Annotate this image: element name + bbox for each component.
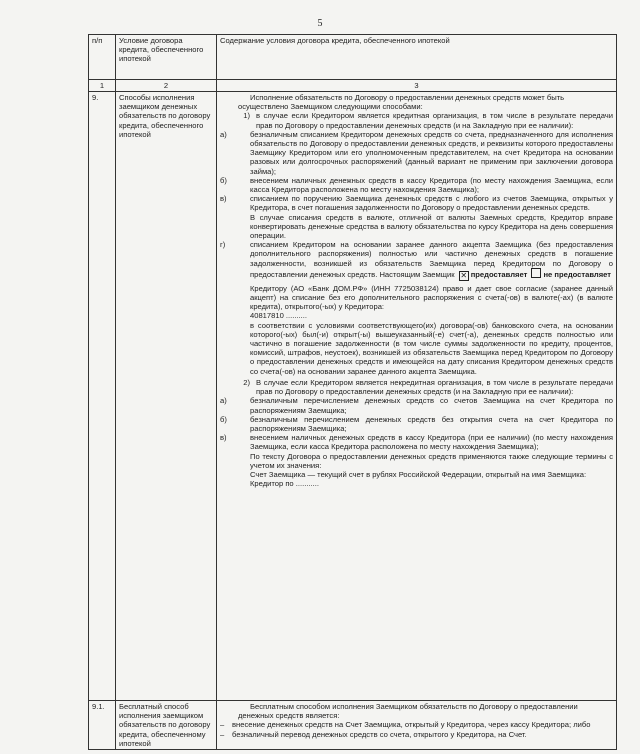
index-2: 2 (116, 80, 217, 92)
list-item (220, 730, 613, 739)
case-2-item-b-text: безналичным перечислением денежных средств без открытия счета на счет Кредитора по распоряжениям Заемщика; (250, 414, 613, 433)
case-2-item-v-marker: в) (220, 433, 227, 443)
index-1: 1 (89, 80, 116, 92)
contract-table (88, 34, 617, 750)
dash-marker: – (220, 720, 225, 730)
case-2-item-a-marker: а) (220, 396, 227, 406)
row-9-1-content (217, 701, 617, 750)
case-2-item-a-text: безналичным перечислением денежных средств со счетов Заемщика на счет Кредитора по распоряжениям Заемщика; (250, 396, 613, 415)
case-1-item-a-marker: а) (220, 129, 227, 139)
item-g-body: списанием Кредитором на основании заранее данного акцепта Заемщика (без предоставления дополнительного распоряжения) полностью или частично денежных средств в погашение задолженности, возникшей из обязательств Заемщика перед Кредитором по Договору о предоставлении денежных средств. (250, 240, 613, 279)
case-1-item-g-text (240, 240, 613, 281)
row-9-number: 9. (89, 92, 116, 701)
option-not-provides: не предоставляет (543, 269, 612, 279)
case-1-item-v-marker: в) (220, 194, 227, 204)
row-9-1-condition: Бесплатный способ исполнения заемщиком обязательств по договору кредита, обеспеченному ипотекой (116, 701, 217, 750)
option-provides: предоставляет (470, 269, 528, 279)
index-row (89, 80, 617, 92)
row-9-1-item-1: внесение денежных средств на Счет Заемщика, открытый у Кредитора, через кассу Кредитора; либо (232, 720, 591, 730)
row-9 (89, 92, 617, 701)
terms-line-2: Кредитор по ........... (250, 479, 319, 489)
case-1-marker: 1) (243, 111, 250, 121)
case-2-item-b-marker: б) (220, 414, 227, 424)
borrower-label: Настоящим Заемщик (379, 269, 455, 279)
header-row (89, 35, 617, 80)
row-9-condition: Способы исполнения заемщиком денежных обязательств по договору кредита, обеспеченного ипотекой (116, 92, 217, 701)
case-2-text: В случае если Кредитором является некредитная организация, в том числе в результате передачи прав по Договору о предоставлении денежных средств (и на Закладную при ее наличии): (256, 377, 613, 397)
header-condition: Условие договора кредита, обеспеченного ипотекой (116, 35, 217, 80)
row-9-content (217, 92, 617, 701)
case-1-item-v-text: списанием по поручению Заемщика денежных средств с любого из счетов Заемщика, открытых у Кредитора, в счет погашения задолженности по Договору о предоставлении денежных средств. (250, 194, 613, 213)
case-1-text: в случае если Кредитором является кредитная организация, в том числе в результате передачи прав по Договору о предоставлении денежных средств (и на Закладную при ее наличии): (256, 111, 613, 130)
row-9-intro: Исполнение обязательств по Договору о предоставлении денежных средств может быть осуществлено Заемщиком следующими способами: (238, 93, 565, 112)
case-1-item-b-text: внесением наличных денежных средств в кассу Кредитора (по месту нахождения Заемщика, если касса Кредитора расположена по месту нахождения Заемщика); (250, 175, 613, 195)
list-item (220, 720, 613, 729)
header-number: п/п (89, 35, 116, 80)
row-9-1-item-2: безналичный перевод денежных средств со счета, открытого у Кредитора, на Счет. (232, 729, 527, 739)
account-number-line: 40817810 .......... (250, 311, 307, 321)
terms-line: Счет Заемщика — текущий счет в рублях Российской Федерации, открытый на имя Заемщика: (250, 469, 587, 479)
checkbox-not-provides[interactable] (531, 268, 541, 278)
case-2-item-v-text: внесением наличных денежных средств в кассу Кредитора (при ее наличии) (по месту нахождения Заемщика, если касса Кредитора расположена по месту нахождения Заемщика); (250, 433, 613, 452)
account-terms-text: в соответствии с условиями соответствующего(их) договора(-ов) банковского счета, на основании которого(-ых) был(-и) открыт(-ы) вышеуказанный(-е) счет(-а), денежных средств полностью или частично в погашение задолженности (в том числе суммы задолженности по кредиту, процентов, комиссий, штрафов, неустоек), возникшей из обязательств Заемщика перед Кредитором по Договору о предоставлении денежных средств и имеющейся на дату списания Кредитором денежных средств со счета(-ов) на основании заранее данного акцепта Заемщика. (250, 320, 613, 376)
case-1-item-g-marker: г) (220, 240, 226, 250)
index-3: 3 (217, 80, 617, 92)
row-9-1 (89, 701, 617, 750)
case-2-marker: 2) (243, 377, 250, 387)
row-9-1-intro: Бесплатным способом исполнения Заемщиком обязательств по Договору о предоставлении денежных средств является: (238, 702, 578, 721)
checkbox-provides[interactable]: ✕ (460, 270, 468, 280)
terms-intro: По тексту Договора о предоставлении денежных средств применяются также следующие термины с учетом их значения: (250, 451, 613, 470)
page-number: 5 (317, 18, 323, 29)
header-content: Содержание условия договора кредита, обеспеченного ипотекой (217, 35, 617, 80)
case-1-item-a-text: безналичным списанием Кредитором денежных средств со счета, предназначенного для исполнения обязательств по Договору о предоставлении денежных средств, и реквизиты которого предоставлены Заемщику Кредитором или его уполномоченным представителем, на счет Кредитора на основании разовых или долгосрочных распоряжений (данный вариант не применим при заключении договора займа); (250, 129, 613, 176)
dash-marker: – (220, 729, 225, 739)
row-9-1-number: 9.1. (89, 701, 116, 750)
currency-note: В случае списания средств в валюте, отличной от валюты Заемных средств, Кредитор вправе конвертировать денежные средства в валюту обязательства по курсу Кредитора на день совершения операции. (250, 212, 613, 241)
case-1-item-b-marker: б) (220, 175, 227, 185)
creditor-consent-text: Кредитору (АО «Банк ДОМ.РФ» (ИНН 7725038124) право и дает свое согласие (заранее данный акцепт) на списание без его дополнительного распоряжения с счета(-ов) в валюте(-ах) (в валюте кредита), открытого(-ых) у Кредитора: (250, 283, 613, 312)
